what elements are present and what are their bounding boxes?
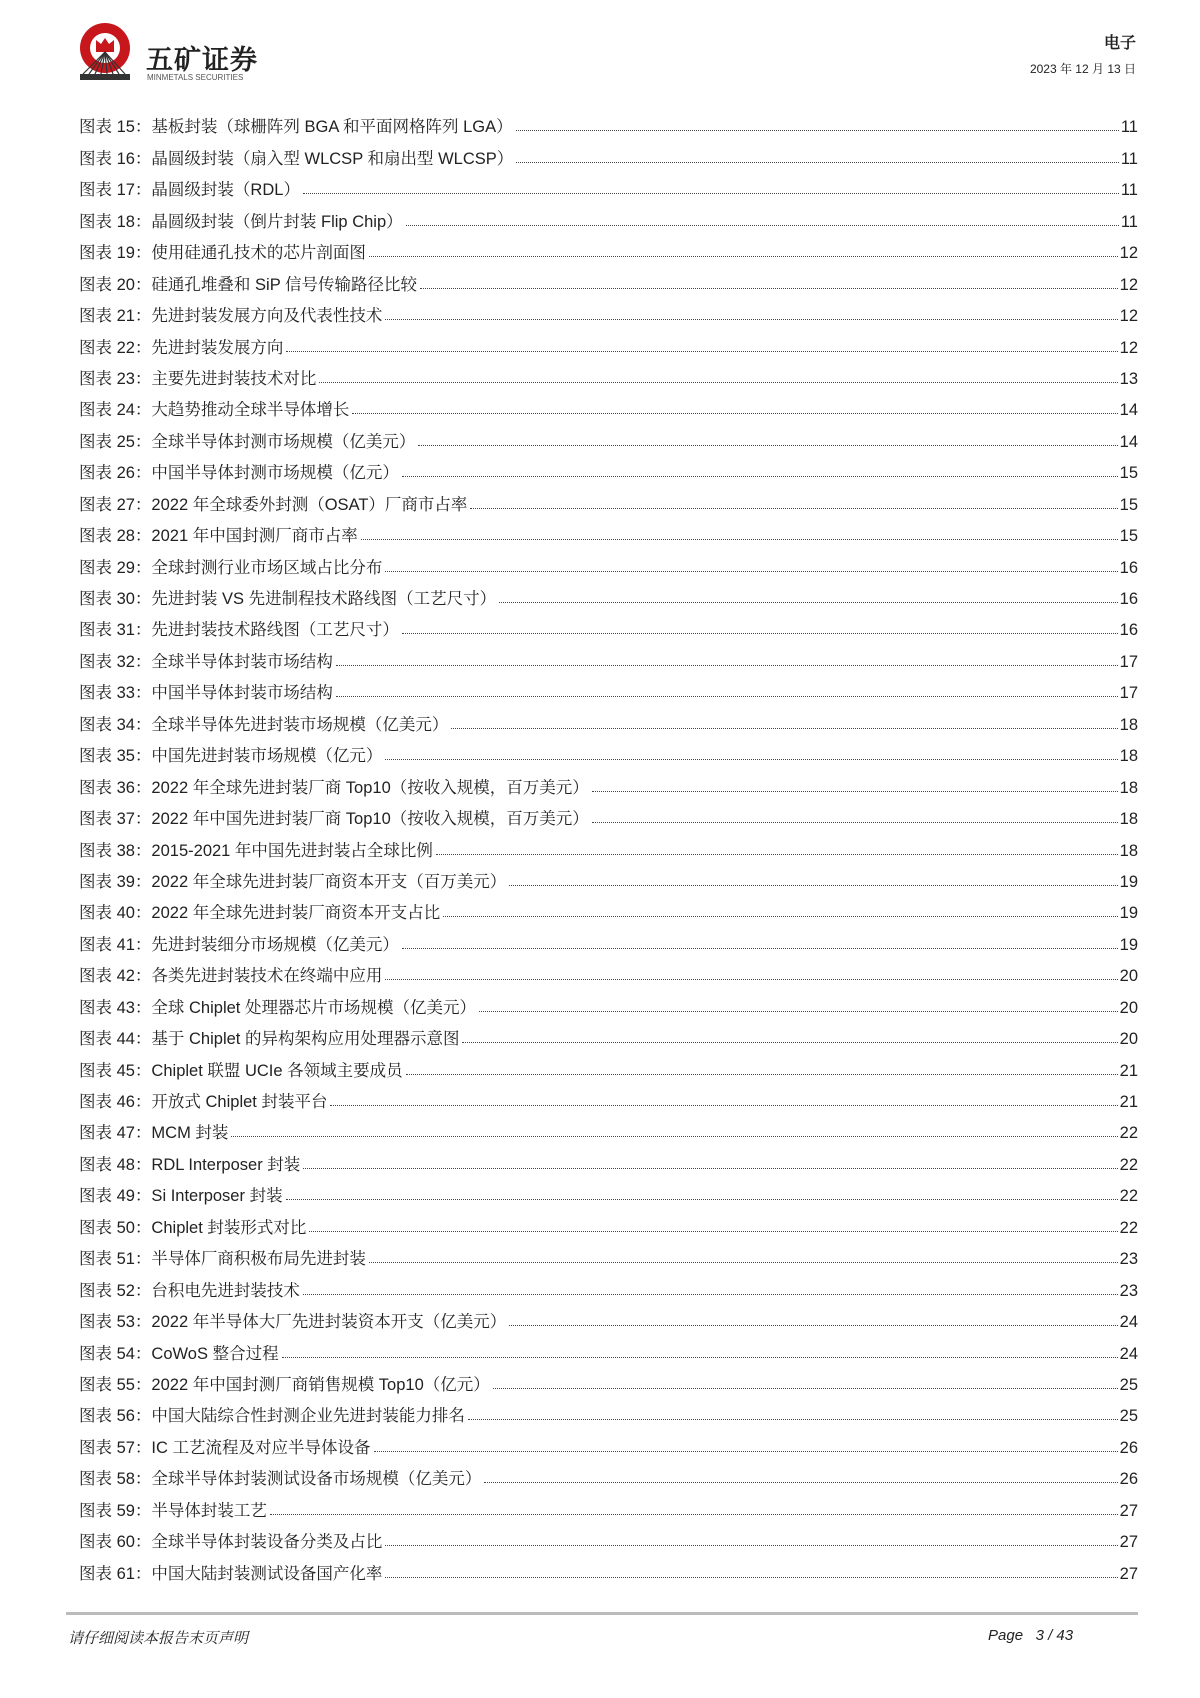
dot-leader	[436, 854, 1118, 855]
page-label: Page	[988, 1627, 1024, 1644]
toc-entry-page: 22	[1119, 1218, 1138, 1237]
dot-leader	[406, 225, 1119, 226]
toc-entry-title: 图表 43：全球 Chiplet 处理器芯片市场规模（亿美元）	[79, 998, 476, 1017]
toc-entry-title: 图表 17：晶圆级封装（RDL）	[79, 181, 300, 200]
toc-entry-title: 图表 37：2022 年中国先进封装厂商 Top10（按收入规模，百万美元）	[79, 810, 589, 829]
toc-entry-title: 图表 50：Chiplet 封装形式对比	[79, 1218, 307, 1237]
toc-entry-title: 图表 55：2022 年中国封测厂商销售规模 Top10（亿元）	[79, 1375, 490, 1394]
toc-entry[interactable]	[79, 703, 1138, 734]
toc-entry[interactable]	[79, 1143, 1138, 1174]
dot-leader	[231, 1136, 1117, 1137]
dot-leader	[374, 1451, 1118, 1452]
toc-entry[interactable]	[79, 263, 1138, 294]
dot-leader	[369, 1262, 1118, 1263]
dot-leader	[303, 193, 1119, 194]
toc-entry-page: 19	[1119, 904, 1138, 923]
dot-leader	[361, 539, 1118, 540]
dot-leader	[319, 382, 1117, 383]
dot-leader	[286, 1199, 1118, 1200]
toc-entry[interactable]	[79, 358, 1138, 389]
toc-entry[interactable]	[79, 672, 1138, 703]
toc-entry-page: 19	[1119, 872, 1138, 891]
dot-leader	[592, 822, 1118, 823]
toc-entry[interactable]	[79, 1238, 1138, 1269]
dot-leader	[420, 288, 1118, 289]
toc-entry-title: 图表 47：MCM 封装	[79, 1124, 229, 1143]
toc-entry-title: 图表 32：全球半导体封装市场结构	[79, 652, 333, 671]
footer-disclaimer: 请仔细阅读本报告末页声明	[68, 1630, 249, 1647]
toc-entry-title: 图表 22：先进封装发展方向	[79, 338, 284, 357]
toc-entry-title: 图表 52：台积电先进封装技术	[79, 1281, 300, 1300]
toc-entry[interactable]	[79, 1458, 1138, 1489]
toc-entry[interactable]	[79, 1364, 1138, 1395]
toc-entry-page: 12	[1119, 275, 1138, 294]
dot-leader	[385, 1545, 1117, 1546]
toc-entry-title: 图表 34：全球半导体先进封装市场规模（亿美元）	[79, 715, 449, 734]
toc-entry-title: 图表 35：中国先进封装市场规模（亿元）	[79, 747, 383, 766]
toc-entry-title: 图表 41：先进封装细分市场规模（亿美元）	[79, 935, 399, 954]
footer-divider	[66, 1612, 1138, 1615]
page-number	[988, 1627, 1073, 1644]
toc-entry-title: 图表 15：基板封装（球栅阵列 BGA 和平面网格阵列 LGA）	[79, 118, 513, 137]
toc-entry[interactable]	[79, 1395, 1138, 1426]
dot-leader	[451, 728, 1117, 729]
toc-entry-page: 12	[1119, 338, 1138, 357]
toc-entry-page: 15	[1119, 527, 1138, 546]
brand-name: 五矿证券	[146, 45, 258, 75]
toc-entry[interactable]	[79, 609, 1138, 640]
toc-entry-page: 16	[1119, 590, 1138, 608]
dot-leader	[282, 1357, 1118, 1358]
toc-entry[interactable]	[79, 766, 1138, 797]
toc-entry[interactable]	[79, 1269, 1138, 1300]
brand-name-en: MINMETALS SECURITIES	[147, 73, 244, 82]
toc-entry-page: 26	[1119, 1438, 1138, 1457]
toc-entry-page: 27	[1119, 1564, 1138, 1583]
toc-entry-page: 18	[1119, 841, 1138, 860]
toc-entry-page: 22	[1119, 1155, 1138, 1174]
toc-entry[interactable]	[79, 798, 1138, 829]
table-of-figures	[79, 106, 1138, 1584]
dot-leader	[443, 916, 1117, 917]
toc-entry-title: 图表 42：各类先进封装技术在终端中应用	[79, 967, 383, 986]
toc-entry-page: 18	[1119, 778, 1138, 797]
toc-entry-page: 27	[1119, 1533, 1138, 1552]
dot-leader	[479, 1011, 1118, 1012]
toc-entry-title: 图表 61：中国大陆封装测试设备国产化率	[79, 1564, 383, 1583]
dot-leader	[516, 162, 1119, 163]
toc-entry-page: 14	[1119, 401, 1138, 420]
toc-entry-title: 图表 57：IC 工艺流程及对应半导体设备	[79, 1438, 371, 1457]
toc-entry[interactable]	[79, 326, 1138, 357]
toc-entry[interactable]	[79, 640, 1138, 671]
toc-entry-title: 图表 27：2022 年全球委外封测（OSAT）厂商市占率	[79, 495, 468, 514]
toc-entry[interactable]	[79, 515, 1138, 546]
toc-entry[interactable]	[79, 137, 1138, 168]
toc-entry-title: 图表 39：2022 年全球先进封装厂商资本开支（百万美元）	[79, 872, 507, 891]
toc-entry-title: 图表 53：2022 年半导体大厂先进封装资本开支（亿美元）	[79, 1313, 507, 1332]
toc-entry[interactable]	[79, 986, 1138, 1017]
toc-entry[interactable]	[79, 1489, 1138, 1520]
toc-entry-title: 图表 19：使用硅通孔技术的芯片剖面图	[79, 244, 366, 263]
dot-leader	[418, 445, 1117, 446]
toc-entry[interactable]	[79, 1552, 1138, 1583]
toc-entry-page: 13	[1119, 369, 1138, 388]
dot-leader	[470, 508, 1117, 509]
dot-leader	[509, 1325, 1117, 1326]
dot-leader	[493, 1388, 1118, 1389]
page-value: 3 / 43	[1035, 1627, 1074, 1644]
toc-entry-page: 23	[1119, 1250, 1138, 1269]
toc-entry-page: 20	[1119, 967, 1138, 986]
toc-entry-title: 图表 51：半导体厂商积极布局先进封装	[79, 1250, 366, 1269]
dot-leader	[352, 413, 1117, 414]
toc-entry-page: 12	[1119, 244, 1138, 263]
toc-entry-title: 图表 31：先进封装技术路线图（工艺尺寸）	[79, 621, 399, 640]
toc-entry-page: 21	[1119, 1093, 1138, 1111]
toc-entry[interactable]	[79, 389, 1138, 420]
toc-entry-title: 图表 20：硅通孔堆叠和 SiP 信号传输路径比较	[79, 275, 417, 294]
toc-entry-title: 图表 49：Si Interposer 封装	[79, 1187, 283, 1206]
toc-entry[interactable]	[79, 892, 1138, 923]
toc-entry-title: 图表 18：晶圆级封装（倒片封装 Flip Chip）	[79, 212, 403, 231]
toc-entry-title: 图表 56：中国大陆综合性封测企业先进封装能力排名	[79, 1407, 465, 1426]
company-logo	[77, 22, 133, 82]
toc-entry-title: 图表 16：晶圆级封装（扇入型 WLCSP 和扇出型 WLCSP）	[79, 149, 514, 168]
dot-leader	[592, 791, 1118, 792]
toc-entry-title: 图表 21：先进封装发展方向及代表性技术	[79, 307, 383, 326]
toc-entry-title: 图表 33：中国半导体封装市场结构	[79, 684, 333, 703]
toc-entry-title: 图表 44：基于 Chiplet 的异构架构应用处理器示意图	[79, 1030, 460, 1049]
toc-entry-page: 25	[1119, 1375, 1138, 1394]
toc-entry-page: 17	[1119, 652, 1138, 671]
dot-leader	[385, 979, 1117, 980]
dot-leader	[303, 1294, 1118, 1295]
toc-entry-title: 图表 29：全球封测行业市场区域占比分布	[79, 558, 383, 577]
toc-entry-page: 15	[1119, 464, 1138, 483]
toc-entry-title: 图表 38：2015-2021 年中国先进封装占全球比例	[79, 841, 433, 860]
toc-entry-page: 11	[1120, 181, 1138, 200]
toc-entry[interactable]	[79, 1521, 1138, 1552]
dot-leader	[406, 1074, 1118, 1075]
toc-entry-page: 18	[1119, 747, 1138, 766]
dot-leader	[509, 885, 1117, 886]
toc-entry[interactable]	[79, 1332, 1138, 1363]
toc-entry-page: 15	[1119, 495, 1138, 514]
toc-entry[interactable]	[79, 1112, 1138, 1143]
toc-entry[interactable]	[79, 1426, 1138, 1457]
dot-leader	[516, 130, 1119, 131]
toc-entry[interactable]	[79, 1049, 1138, 1080]
toc-entry-title: 图表 23：主要先进封装技术对比	[79, 369, 317, 388]
dot-leader	[330, 1105, 1117, 1106]
toc-entry[interactable]	[79, 578, 1138, 609]
toc-entry[interactable]	[79, 1301, 1138, 1332]
dot-leader	[385, 759, 1117, 760]
toc-entry-page: 27	[1119, 1501, 1138, 1520]
toc-entry-page: 22	[1119, 1124, 1138, 1143]
toc-entry-title: 图表 46：开放式 Chiplet 封装平台	[79, 1093, 328, 1111]
toc-entry-page: 21	[1119, 1061, 1138, 1080]
toc-entry-page: 24	[1119, 1313, 1138, 1332]
toc-entry[interactable]	[79, 546, 1138, 577]
toc-entry-title: 图表 30：先进封装 VS 先进制程技术路线图（工艺尺寸）	[79, 590, 497, 608]
toc-entry[interactable]	[79, 1206, 1138, 1237]
dot-leader	[303, 1168, 1117, 1169]
dot-leader	[369, 256, 1118, 257]
toc-entry[interactable]	[79, 232, 1138, 263]
toc-entry[interactable]	[79, 200, 1138, 231]
toc-entry[interactable]	[79, 955, 1138, 986]
toc-entry-title: 图表 40：2022 年全球先进封装厂商资本开支占比	[79, 904, 441, 923]
toc-entry-page: 26	[1119, 1470, 1138, 1489]
toc-entry-page: 25	[1119, 1407, 1138, 1426]
dot-leader	[462, 1042, 1117, 1043]
toc-entry-page: 11	[1120, 118, 1138, 137]
toc-entry-page: 11	[1120, 149, 1138, 168]
toc-entry-title: 图表 28：2021 年中国封测厂商市占率	[79, 527, 358, 546]
toc-entry-page: 22	[1119, 1187, 1138, 1206]
dot-leader	[385, 319, 1117, 320]
toc-entry-page: 18	[1119, 810, 1138, 829]
toc-entry-page: 20	[1119, 1030, 1138, 1049]
toc-entry[interactable]	[79, 1018, 1138, 1049]
toc-entry-page: 24	[1119, 1344, 1138, 1363]
toc-entry-page: 18	[1119, 715, 1138, 734]
dot-leader	[286, 351, 1117, 352]
toc-entry-page: 19	[1119, 935, 1138, 954]
toc-entry[interactable]	[79, 735, 1138, 766]
dot-leader	[309, 1231, 1117, 1232]
toc-entry[interactable]	[79, 106, 1138, 137]
toc-entry[interactable]	[79, 829, 1138, 860]
toc-entry-page: 16	[1119, 558, 1138, 577]
report-date: 2023 年 12 月 13 日	[1029, 62, 1136, 76]
toc-entry[interactable]	[79, 923, 1138, 954]
toc-entry-title: 图表 24：大趋势推动全球半导体增长	[79, 401, 350, 420]
toc-entry-title: 图表 36：2022 年全球先进封装厂商 Top10（按收入规模，百万美元）	[79, 778, 589, 797]
toc-entry[interactable]	[79, 1081, 1138, 1112]
toc-entry-page: 12	[1119, 307, 1138, 326]
toc-entry-title: 图表 58：全球半导体封装测试设备市场规模（亿美元）	[79, 1470, 482, 1489]
toc-entry-title: 图表 25：全球半导体封测市场规模（亿美元）	[79, 432, 416, 451]
toc-entry-page: 17	[1119, 684, 1138, 703]
toc-entry-page: 20	[1119, 998, 1138, 1017]
toc-entry-page: 23	[1119, 1281, 1138, 1300]
dot-leader	[402, 633, 1118, 634]
toc-entry-title: 图表 26：中国半导体封测市场规模（亿元）	[79, 464, 399, 483]
toc-entry[interactable]	[79, 1175, 1138, 1206]
toc-entry[interactable]	[79, 483, 1138, 514]
dot-leader	[336, 665, 1118, 666]
toc-entry[interactable]	[79, 169, 1138, 200]
dot-leader	[336, 696, 1118, 697]
dot-leader	[270, 1514, 1118, 1515]
toc-entry[interactable]	[79, 452, 1138, 483]
toc-entry-page: 11	[1120, 212, 1138, 231]
dot-leader	[385, 1577, 1117, 1578]
dot-leader	[385, 571, 1117, 572]
toc-entry[interactable]	[79, 295, 1138, 326]
toc-entry-title: 图表 45：Chiplet 联盟 UCIe 各领域主要成员	[79, 1061, 403, 1080]
dot-leader	[402, 476, 1118, 477]
toc-entry[interactable]	[79, 420, 1138, 451]
toc-entry-title: 图表 60：全球半导体封装设备分类及占比	[79, 1533, 383, 1552]
toc-entry[interactable]	[79, 861, 1138, 892]
toc-entry-title: 图表 54：CoWoS 整合过程	[79, 1344, 279, 1363]
dot-leader	[499, 602, 1118, 603]
section-label: 电子	[1103, 35, 1136, 52]
dot-leader	[402, 948, 1118, 949]
toc-entry-title: 图表 59：半导体封装工艺	[79, 1501, 267, 1520]
toc-entry-page: 14	[1119, 432, 1138, 451]
dot-leader	[468, 1419, 1118, 1420]
dot-leader	[484, 1482, 1117, 1483]
toc-entry-page: 16	[1119, 621, 1138, 640]
toc-entry-title: 图表 48：RDL Interposer 封装	[79, 1155, 301, 1174]
